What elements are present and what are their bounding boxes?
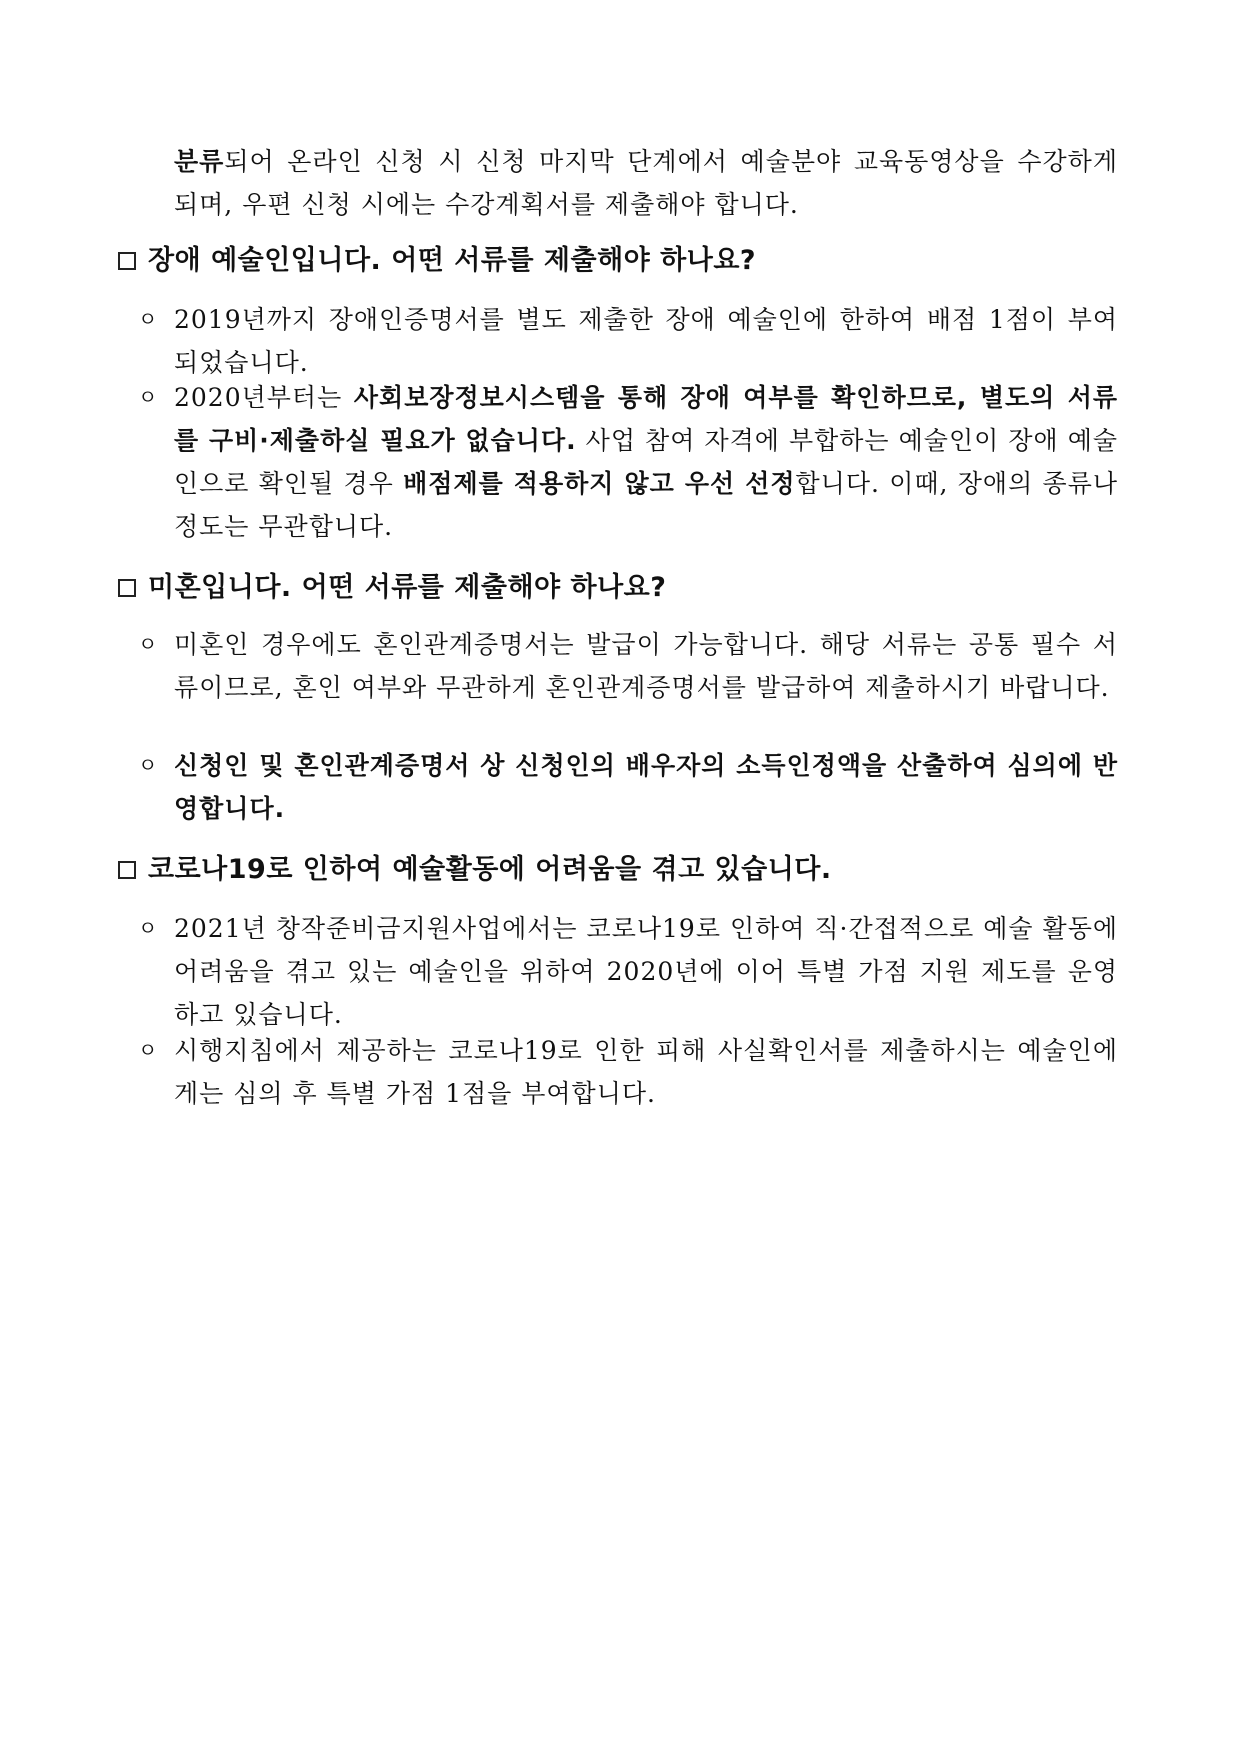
bullet-text: 2021년 창작준비금지원사업에서는 코로나19로 인하여 직·간접적으로 예술 활동에 어려움을 겪고 있는 예술인을 위하여 2020년에 이어 특별 가점 지원 제도를 운영하고 있습니다. [174, 914, 1118, 1029]
checkbox-square-icon [118, 579, 136, 597]
circle-bullet-icon: ㅇ [138, 1038, 159, 1062]
section-heading-covid [118, 852, 832, 888]
circle-bullet-icon: ㅇ [138, 632, 159, 656]
section-heading-text: 미혼입니다. 어떤 서류를 제출해야 하나요? [148, 572, 667, 603]
intro-paragraph [174, 140, 1118, 226]
bullet-text: 시행지침에서 제공하는 코로나19로 인한 피해 사실확인서를 제출하시는 예술인에게는 심의 후 특별 가점 1점을 부여합니다. [174, 1036, 1118, 1108]
list-item [138, 376, 1118, 548]
list-item [138, 744, 1118, 830]
bullet-bold-text: 배점제를 적용하지 않고 우선 선정 [403, 469, 796, 498]
checkbox-square-icon [118, 861, 136, 879]
list-item [138, 298, 1118, 384]
section-heading-text: 장애 예술인입니다. 어떤 서류를 제출해야 하나요? [148, 245, 757, 276]
bullet-bold-text: 신청인 및 혼인관계증명서 상 신청인의 배우자의 소득인정액을 산출하여 심의에 반영합니다. [174, 751, 1118, 823]
intro-text: 되어 온라인 신청 시 신청 마지막 단계에서 예술분야 교육동영상을 수강하게 되며, 우편 신청 시에는 수강계획서를 제출해야 합니다. [174, 147, 1118, 219]
section-heading-text: 코로나19로 인하여 예술활동에 어려움을 겪고 있습니다. [148, 854, 832, 885]
circle-bullet-icon: ㅇ [138, 753, 159, 777]
list-item [138, 623, 1118, 709]
bullet-text: 2019년까지 장애인증명서를 별도 제출한 장애 예술인에 한하여 배점 1점이 부여되었습니다. [174, 305, 1118, 377]
list-item [138, 907, 1118, 1036]
list-item [138, 1029, 1118, 1115]
section-heading-disabled-artist [118, 243, 756, 279]
bullet-text: 사업 참여 자격에 부합하는 예술인이 장애 예술인으로 확인될 경우 [174, 426, 1118, 498]
bullet-text: 합니다. 이때, 장애의 종류나 정도는 무관합니다. [174, 469, 1118, 541]
circle-bullet-icon: ㅇ [138, 385, 159, 409]
bullet-text: 미혼인 경우에도 혼인관계증명서는 발급이 가능합니다. 해당 서류는 공통 필수 서류이므로, 혼인 여부와 무관하게 혼인관계증명서를 발급하여 제출하시기 바랍니다. [174, 630, 1118, 702]
intro-bold: 분류 [174, 147, 225, 176]
circle-bullet-icon: ㅇ [138, 307, 159, 331]
section-heading-unmarried [118, 570, 666, 606]
circle-bullet-icon: ㅇ [138, 916, 159, 940]
bullet-bold-text: 사회보장정보시스템을 통해 장애 여부를 확인하므로, 별도의 서류를 구비·제출하실 필요가 없습니다. [174, 383, 1119, 455]
bullet-text: 2020년부터는 [174, 383, 354, 412]
checkbox-square-icon [118, 252, 136, 270]
